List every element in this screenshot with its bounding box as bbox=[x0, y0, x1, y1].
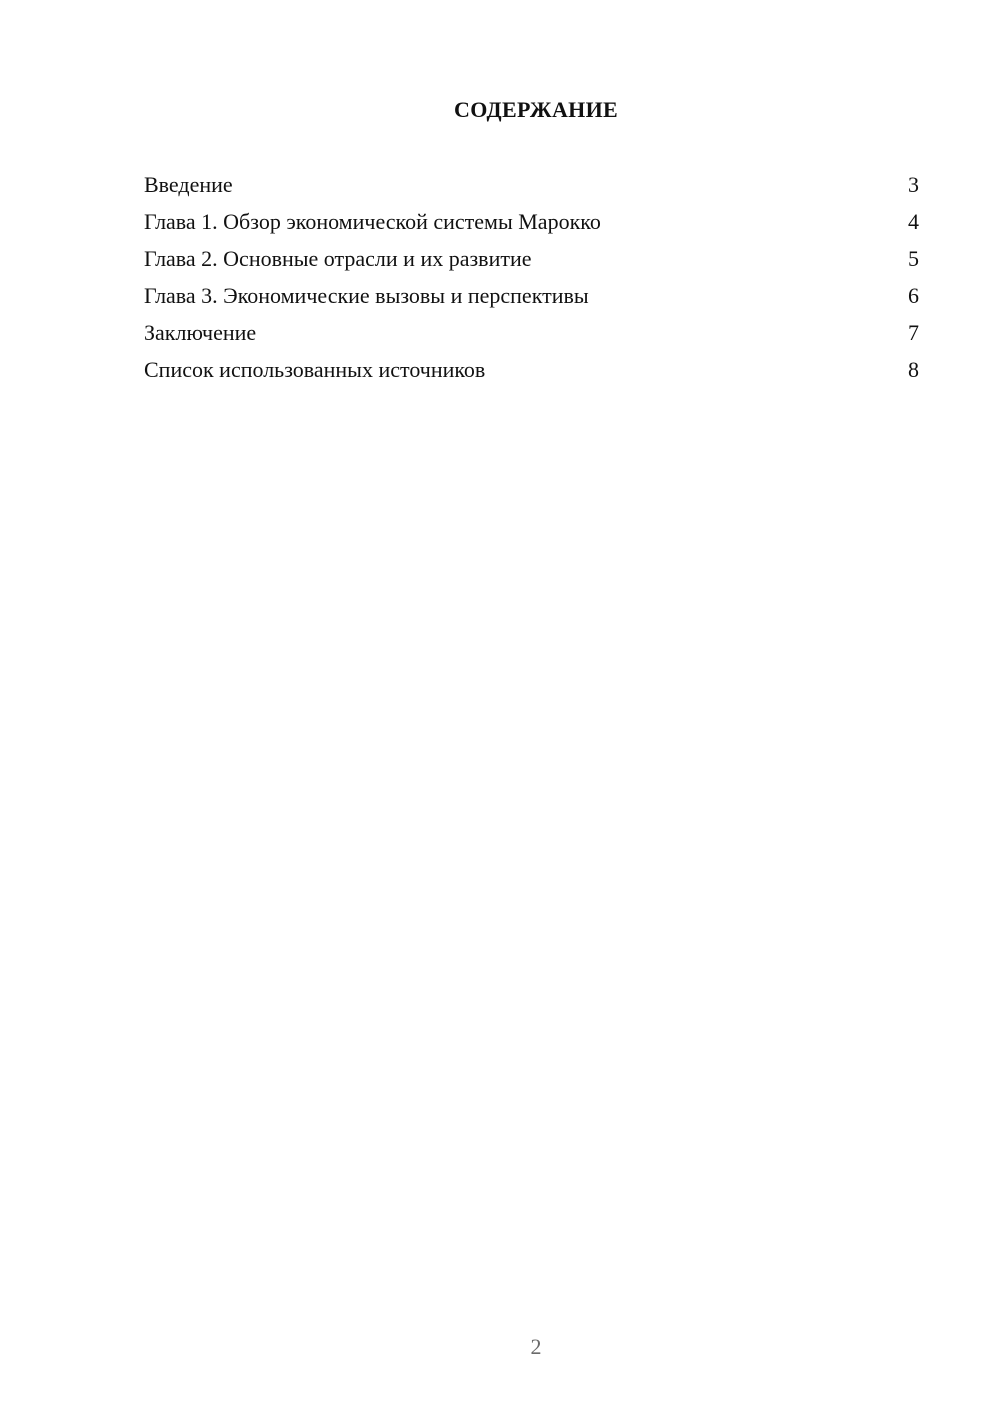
toc-entry-introduction bbox=[144, 170, 919, 207]
toc-entry-page-number: 6 bbox=[908, 283, 919, 308]
toc-entry-title: Глава 2. Основные отрасли и их развитие bbox=[144, 246, 532, 271]
toc-entry-title: Глава 3. Экономические вызовы и перспективы bbox=[144, 283, 589, 308]
toc-entry-page-number: 5 bbox=[908, 246, 919, 271]
toc-entry-page-number: 4 bbox=[908, 209, 919, 234]
toc-entry-conclusion bbox=[144, 318, 919, 355]
toc-entry-chapter-3 bbox=[144, 281, 919, 318]
toc-entry-title: Заключение bbox=[144, 320, 257, 345]
toc-entry-references bbox=[144, 355, 919, 392]
toc-entry-title: Введение bbox=[144, 172, 233, 197]
page-number: 2 bbox=[530, 1334, 542, 1359]
toc-entry-chapter-2 bbox=[144, 244, 919, 281]
toc-entry-page-number: 8 bbox=[908, 357, 919, 382]
table-of-contents bbox=[144, 170, 919, 392]
toc-entry-page-number: 7 bbox=[908, 320, 919, 345]
toc-entry-page-number: 3 bbox=[908, 172, 919, 197]
toc-entry-chapter-1 bbox=[144, 207, 919, 244]
toc-entry-title: Список использованных источников bbox=[144, 357, 486, 382]
table-of-contents-title: СОДЕРЖАНИЕ bbox=[454, 97, 618, 122]
toc-entry-title: Глава 1. Обзор экономической системы Марокко bbox=[144, 209, 601, 234]
